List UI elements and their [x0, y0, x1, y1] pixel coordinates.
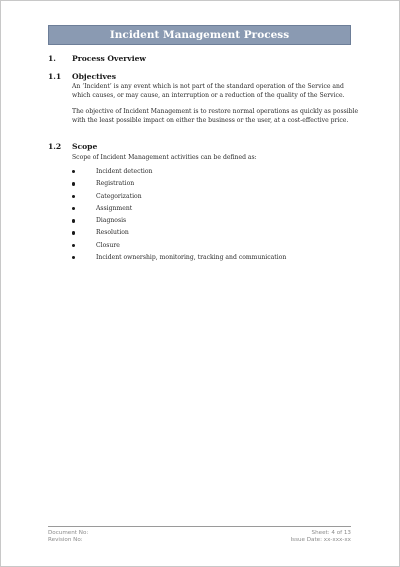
scope-intro: Scope of Incident Management activities can be defined as: — [72, 154, 257, 161]
footer-document-no: Document No: — [48, 530, 89, 536]
list-item-text: Assignment — [96, 204, 133, 212]
list-item-text: Incident ownership, monitoring, tracking and communication — [96, 254, 287, 262]
subsection-number: 1.1 — [48, 72, 62, 81]
list-item-text: Diagnosis — [96, 217, 127, 225]
footer-issue-date: Issue Date: xx-xxx-xx — [290, 537, 351, 543]
list-item-text: Registration — [96, 180, 135, 188]
bullet-icon — [72, 219, 75, 222]
list-item-text: Resolution — [96, 229, 129, 237]
section-title: Process Overview — [72, 54, 146, 63]
list-item-text: Categorization — [96, 192, 142, 200]
objectives-paragraph-1: An ‘Incident’ is any event which is not part of the standard operation of the Service and which causes, or may cause, an interruption or a reduction of the quality of the Service. — [72, 83, 345, 99]
footer-sheet-number: Sheet: 4 of 13 — [311, 530, 351, 536]
section-number: 1. — [48, 54, 56, 63]
document-title-banner: Incident Management Process — [48, 25, 351, 45]
footer-revision-no: Revision No: — [48, 537, 83, 543]
subsection-title: Scope — [72, 142, 98, 151]
list-item-text: Incident detection — [96, 168, 153, 175]
subsection-number: 1.2 — [48, 142, 62, 151]
subsection-title: Objectives — [72, 72, 117, 81]
objectives-paragraph-2: The objective of Incident Management is to restore normal operations as quickly as possible with the least possible impact on either the business or the user, at a cost-effective price. — [72, 108, 359, 124]
list-item-text: Closure — [96, 241, 120, 249]
footer-divider — [48, 526, 351, 527]
